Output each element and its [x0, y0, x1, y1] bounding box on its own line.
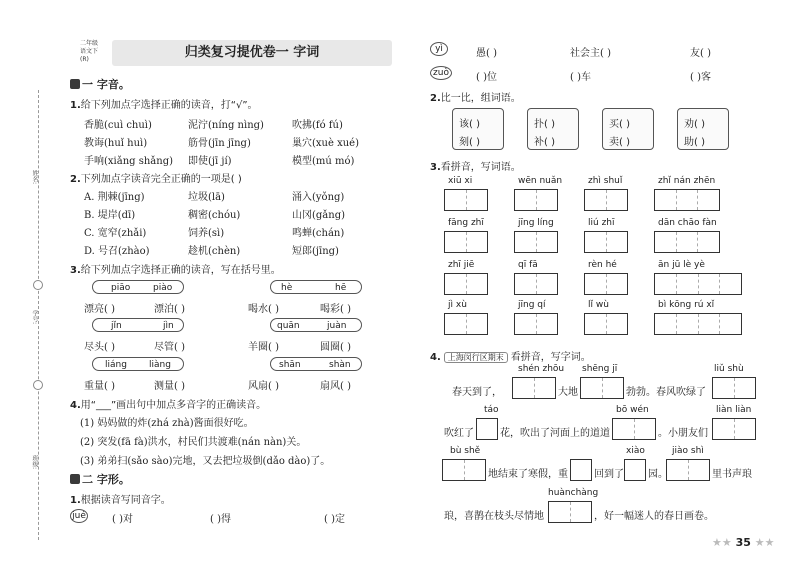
write-box[interactable] — [512, 377, 556, 399]
pinyin: shén zhōu — [518, 364, 565, 374]
compare-card: 扑( ) 补( ) — [527, 108, 579, 150]
section-heading: 一 字音。 — [70, 76, 130, 92]
passage-text: 花，吹出了河面上的道道 — [500, 428, 610, 439]
word-item: 扇风( ) — [320, 381, 351, 392]
write-box[interactable] — [584, 231, 628, 253]
pinyin: jìn — [163, 321, 174, 331]
pinyin-choices — [92, 280, 184, 294]
pinyin: piāo — [111, 283, 131, 293]
option-c: 饲养(sì) — [188, 228, 225, 239]
write-box[interactable] — [584, 189, 628, 211]
sentence-line: (1) 妈妈做的炸(zhá zhà)酱面很好吃。 — [80, 418, 254, 429]
pinyin: jì xù — [448, 300, 467, 310]
pinyin: hē — [335, 283, 347, 293]
pinyin: liàng — [149, 360, 171, 370]
word-item: 尽管( ) — [154, 342, 185, 353]
write-box[interactable] — [584, 273, 628, 295]
option-a: 垃圾(lā) — [188, 192, 225, 203]
write-box[interactable] — [580, 377, 624, 399]
question-r3: 3.看拼音，写词语。 — [430, 162, 521, 173]
word-item: 模型(mú mó) — [292, 156, 355, 167]
pinyin: bō wén — [616, 405, 649, 415]
passage-text: ，好一幅迷人的春日画卷。 — [594, 511, 714, 522]
passage-text: 吹红了 — [444, 428, 474, 439]
option-b: 山冈(gǎng) — [292, 210, 346, 221]
pinyin: fāng zhī — [448, 218, 484, 228]
passage-text: 勃勃。春风吹绿了 — [626, 387, 706, 398]
word-item: 圆圈( ) — [320, 342, 351, 353]
passage-text: 春天到了， — [452, 387, 502, 398]
name-label: 姓名: — [31, 170, 38, 185]
option-d: D. 号召(zhào) — [84, 246, 150, 257]
pinyin: dān chāo fàn — [658, 218, 717, 228]
word-item: 喝彩( ) — [320, 304, 351, 315]
option-d: 短郎(jīng) — [292, 246, 339, 257]
option-a: 涌入(yǒng) — [292, 192, 345, 203]
pinyin-choices — [270, 280, 362, 294]
write-box[interactable] — [476, 418, 498, 440]
option-c: 鸣蝉(chán) — [292, 228, 345, 239]
passage-text: 大地 — [558, 387, 578, 398]
page-number: ★★ 35 ★★ — [712, 536, 775, 549]
compare-card: 劝( ) 助( ) — [677, 108, 729, 150]
word-item: 羊圈( ) — [248, 342, 279, 353]
pinyin: piào — [153, 283, 173, 293]
seal-circle — [33, 380, 43, 390]
write-box[interactable] — [654, 231, 720, 253]
pinyin-choices — [270, 357, 362, 371]
write-box[interactable] — [514, 189, 558, 211]
pinyin-choices — [92, 357, 184, 371]
write-box[interactable] — [548, 501, 592, 523]
section-icon — [70, 79, 80, 89]
pinyin: ān jū lè yè — [658, 260, 705, 270]
word-item: ( )位 — [476, 72, 497, 83]
class-label: 班级: — [31, 455, 38, 470]
passage-text: 回到了 — [594, 469, 624, 480]
word-item: 巢穴(xuè xué) — [292, 138, 359, 149]
sentence-line: (3) 弟弟扫(sǎo sào)完地，又去把垃圾倒(dǎo dào)了。 — [80, 456, 331, 467]
word-item: 吹拂(fó fú) — [292, 120, 343, 131]
pinyin: bù shě — [450, 446, 481, 456]
binding-margin — [0, 0, 60, 569]
pinyin: jīng líng — [518, 218, 554, 228]
id-label: 学号: — [31, 310, 38, 325]
pinyin: liáng — [105, 360, 127, 370]
pinyin: xiào — [626, 446, 645, 456]
write-box[interactable] — [654, 273, 742, 295]
write-box[interactable] — [584, 313, 628, 335]
option-d: 趁机(chèn) — [188, 246, 241, 257]
write-box[interactable] — [514, 231, 558, 253]
word-item: 泥泞(níng nìng) — [188, 120, 264, 131]
word-item: 喝水( ) — [248, 304, 279, 315]
option-b: B. 堤岸(dī) — [84, 210, 136, 221]
question-r4: 4. 上海闵行区期末 看拼音，写字词。 — [430, 352, 591, 363]
compare-card: 该( ) 刻( ) — [452, 108, 504, 150]
write-box[interactable] — [514, 313, 558, 335]
section-heading: 二 字形。 — [70, 471, 130, 487]
compare-card: 买( ) 卖( ) — [602, 108, 654, 150]
word-item: 尽头( ) — [84, 342, 115, 353]
question-1: 1.给下列加点字选择正确的读音，打“√”。 — [70, 100, 258, 111]
pinyin: zhī jiē — [448, 260, 475, 270]
question-4: 4.用“___”画出句中加点多音字的正确读音。 — [70, 400, 267, 411]
source-tag: 上海闵行区期末 — [444, 352, 508, 363]
word-item: 愚( ) — [476, 48, 497, 59]
pinyin: juàn — [327, 321, 347, 331]
word-item: 教诲(huǐ huì) — [84, 138, 148, 149]
pinyin-label: yì — [430, 42, 448, 56]
word-item: 筋骨(jīn jīng) — [188, 138, 251, 149]
badge-edition: (R) — [80, 56, 89, 63]
pinyin: zhì shuǐ — [588, 176, 623, 186]
word-item: 香脆(cuì chuì) — [84, 120, 152, 131]
word-item: 社会主( ) — [570, 48, 611, 59]
badge-grade: 二年级 — [80, 40, 99, 47]
pinyin: zhǐ nán zhēn — [658, 176, 716, 186]
word-item: 友( ) — [690, 48, 711, 59]
word-item: ( )定 — [324, 514, 345, 525]
passage-text: 里书声琅 — [712, 469, 752, 480]
word-item: ( )对 — [112, 514, 133, 525]
write-box[interactable] — [612, 418, 656, 440]
sentence-line: (2) 突发(fā fà)洪水，村民们共渡难(nán nàn)关。 — [80, 437, 307, 448]
pinyin: shēng jī — [582, 364, 618, 374]
question-r2: 2.比一比，组词语。 — [430, 93, 521, 104]
write-box[interactable] — [444, 313, 488, 335]
write-box[interactable] — [442, 459, 486, 481]
pinyin: shàn — [329, 360, 351, 370]
pinyin: táo — [484, 405, 499, 415]
word-item: 重量( ) — [84, 381, 115, 392]
option-c: C. 宽窄(zhǎi) — [84, 228, 147, 239]
star-icon: ★★ — [754, 536, 775, 549]
pinyin-choices — [270, 318, 362, 332]
pinyin: liǔ shù — [714, 364, 744, 374]
pinyin-label: zuò — [430, 66, 452, 80]
question-3: 3.给下列加点字选择正确的读音，写在括号里。 — [70, 265, 281, 276]
word-item: 漂亮( ) — [84, 304, 115, 315]
write-box[interactable] — [654, 189, 720, 211]
pinyin: liú zhī — [588, 218, 615, 228]
section-icon — [70, 474, 80, 484]
write-box[interactable] — [570, 459, 592, 481]
pinyin: huànchàng — [548, 488, 599, 498]
word-item: ( )客 — [690, 72, 711, 83]
word-item: 漂泊( ) — [154, 304, 185, 315]
badge-subject: 语文下 — [80, 48, 99, 55]
write-box[interactable] — [666, 459, 710, 481]
pinyin: liàn liàn — [716, 405, 752, 415]
passage-text: 园。 — [648, 469, 668, 480]
word-item: 测量( ) — [154, 381, 185, 392]
passage-text: 琅，喜鹊在枝头尽情地 — [444, 511, 544, 522]
pinyin: qī fā — [518, 260, 538, 270]
pinyin: jīng qí — [518, 300, 546, 310]
pinyin: bì kōng rú xǐ — [658, 300, 715, 310]
write-box[interactable] — [624, 459, 646, 481]
question-5: 1.根据读音写同音字。 — [70, 495, 171, 506]
seal-circle — [33, 280, 43, 290]
pinyin: shān — [279, 360, 301, 370]
star-icon: ★★ — [712, 536, 732, 549]
pinyin: wēn nuǎn — [518, 176, 563, 186]
page-title: 归类复习提优卷一 字词 — [112, 40, 392, 66]
pinyin: jǐn — [111, 321, 122, 331]
write-box[interactable] — [444, 273, 488, 295]
word-item: 风扇( ) — [248, 381, 279, 392]
pinyin-choices — [92, 318, 184, 332]
pinyin: hè — [281, 283, 293, 293]
write-box[interactable] — [514, 273, 558, 295]
question-2: 2.下列加点字读音完全正确的一项是( ) — [70, 174, 242, 185]
word-item: 即使(jī jí) — [188, 156, 232, 167]
option-b: 稠密(chóu) — [188, 210, 241, 221]
write-box[interactable] — [654, 313, 742, 335]
pinyin: quān — [277, 321, 300, 331]
write-box[interactable] — [444, 231, 488, 253]
option-a: A. 荆棘(jīng) — [84, 192, 145, 203]
pinyin-label: jué — [70, 509, 88, 523]
word-item: ( )得 — [210, 514, 231, 525]
passage-text: 地结束了寒假，重 — [488, 469, 568, 480]
write-box[interactable] — [712, 377, 756, 399]
pinyin: rèn hé — [588, 260, 617, 270]
pinyin: jiào shì — [672, 446, 704, 456]
passage-text: 。小朋友们 — [658, 428, 708, 439]
pinyin: xiū xi — [448, 176, 473, 186]
word-item: ( )车 — [570, 72, 591, 83]
word-item: 手响(xiǎng shǎng) — [84, 156, 173, 167]
grade-badge — [80, 40, 110, 64]
write-box[interactable] — [712, 418, 756, 440]
write-box[interactable] — [444, 189, 488, 211]
pinyin: lǐ wù — [588, 300, 609, 310]
